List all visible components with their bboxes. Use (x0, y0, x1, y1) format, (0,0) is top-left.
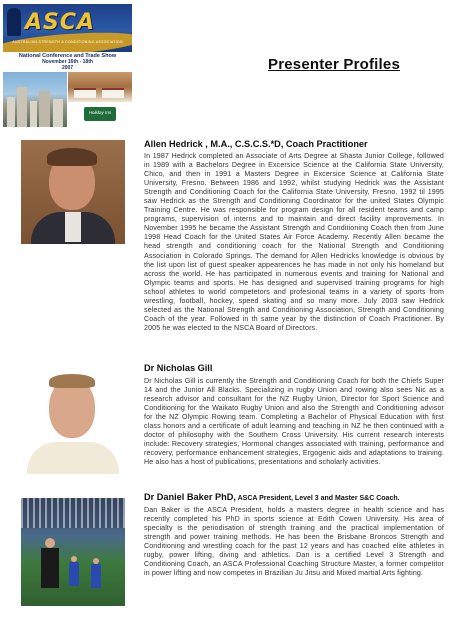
presenter-photo-gill (21, 370, 125, 474)
presenter-name: Dr Nicholas Gill (144, 363, 213, 373)
presenter-bio: Dr Nicholas Gill is currently the Strength and Conditioning Coach for both the Chiefs Super 14 and the Junior All Blacks. Specializing in rugby Union and rowing also sees Nic as a research advisor and consultant for the NZ Rugby Union, Director for Sport Science and Conditioning for the Waikato Rugby Union and also the Strength and Conditioning advisor for the NZ Olympic Rowing team. Completing a Bachelor of Physical Education with first class honors and a certificate of adult learning and teaching in NZ he then continued with a doctor of philosophy with the Southern Cross University. His current research interests include: Recovery strategies, Hormonal changes associated with training, performance and recovery, performance enhancement strategies, Ergogenic aids and adaptations to training. He also has a host of publications, presentations and scholarly activities. (144, 377, 444, 467)
page-title: Presenter Profiles (268, 56, 400, 73)
player-silhouette-icon (7, 8, 21, 36)
conference-name: National Conference and Trade Show (18, 53, 117, 59)
conference-header-graphic (3, 4, 132, 127)
presenter-photo-hedrick (21, 140, 125, 244)
presenter-name: Dr Daniel Baker PhD, ASCA President, Level 3 and Master S&C Coach. (144, 492, 400, 502)
asca-logo (3, 4, 132, 52)
hotel-logo (68, 102, 132, 127)
conference-dates (3, 52, 132, 72)
logo-text: ASCA (25, 10, 96, 35)
conference-date-range: November 16th - 18th (42, 59, 93, 65)
presenter-profile (144, 139, 444, 333)
logo-subtitle: AUSTRALIAN STRENGTH & CONDITIONING ASSOCIATION (12, 40, 123, 44)
hotel-room-photo (68, 72, 132, 102)
conference-year: 2007 (61, 65, 74, 71)
presenter-bio: In 1987 Hedrick completed an Associate of Arts Degree at Shasta Junior College, followed in 1989 with a Bachelors Degree in Excersice Science at the California State University, Chico, and then in 1991 a Masters Degree in Excersice Science at California State University, Fresno. Between 1986 and 1992, whilst studying Hedrick was the Assistant Strength and Conditioning Coach for the California State University, Fresno. 1992 til 1995 saw Hedrick as the Strength and Conditioning Coordinator for the united States Olympic Training Centre. He was responsible for program design for all resident teams and camp programs, supervision of interns and to maintain and direct facility improvements. In November 1995 he became the Assistant Strength and Conditioning Coach then from June 1998 Head Coach for the United States Air Force Academy. Recently Allen became the head strength and conditioning coach for the National Strength and Conditioning Association in Colorado Springs. The demand for Allen Hedricks knowledge is obvious by the list upon list of guest speaker appearences he has made in not only his homeland but across the world. He has participated in numerous events and training for National and Olympic teams and sports. He has designed and supervised training programs for high school athletes to world competetors and profesional teams in a variety of sports from wrestling, football, hockey, speed skating and so many more. July 2003 saw Hedrick selected as the National Strength and Conditioning Association, Strength and Conditioning Coach of the year. Followed in th same year by the distinction of Coach Practitioner. By 2005 he was elected to the NSCA Board of Directors. (144, 152, 444, 332)
hotel-logo-text: Holiday Inn (88, 110, 112, 115)
presenter-profile (144, 363, 444, 467)
city-skyline-photo (3, 72, 67, 127)
presenter-name: Allen Hedrick , M.A., C.S.C.S.*D, Coach Practitioner (144, 139, 368, 149)
presenter-photo-baker (21, 498, 125, 606)
presenter-bio: Dan Baker is the ASCA President, holds a masters degree in health science and has recently completed his PhD in sports science at Edith Cowen University. His area of specialty is the periodisation of strength training and the practical implementation of strength and power training methods. He has been the Brisbane Broncos Strength and Conditioning and wrestling coach for the past 12 years and has coached elite athletes in rugby, power lifting, diving and athletics. Dan is a certified Level 3 Strength and Conditioning Coach, an ASCA Professional Coaching Structure Master, a former competitor in power lifting and now competes in Brazilian Ju Jitsu and Mixed martial Arts fighting. (144, 506, 444, 578)
presenter-profile (144, 492, 444, 578)
